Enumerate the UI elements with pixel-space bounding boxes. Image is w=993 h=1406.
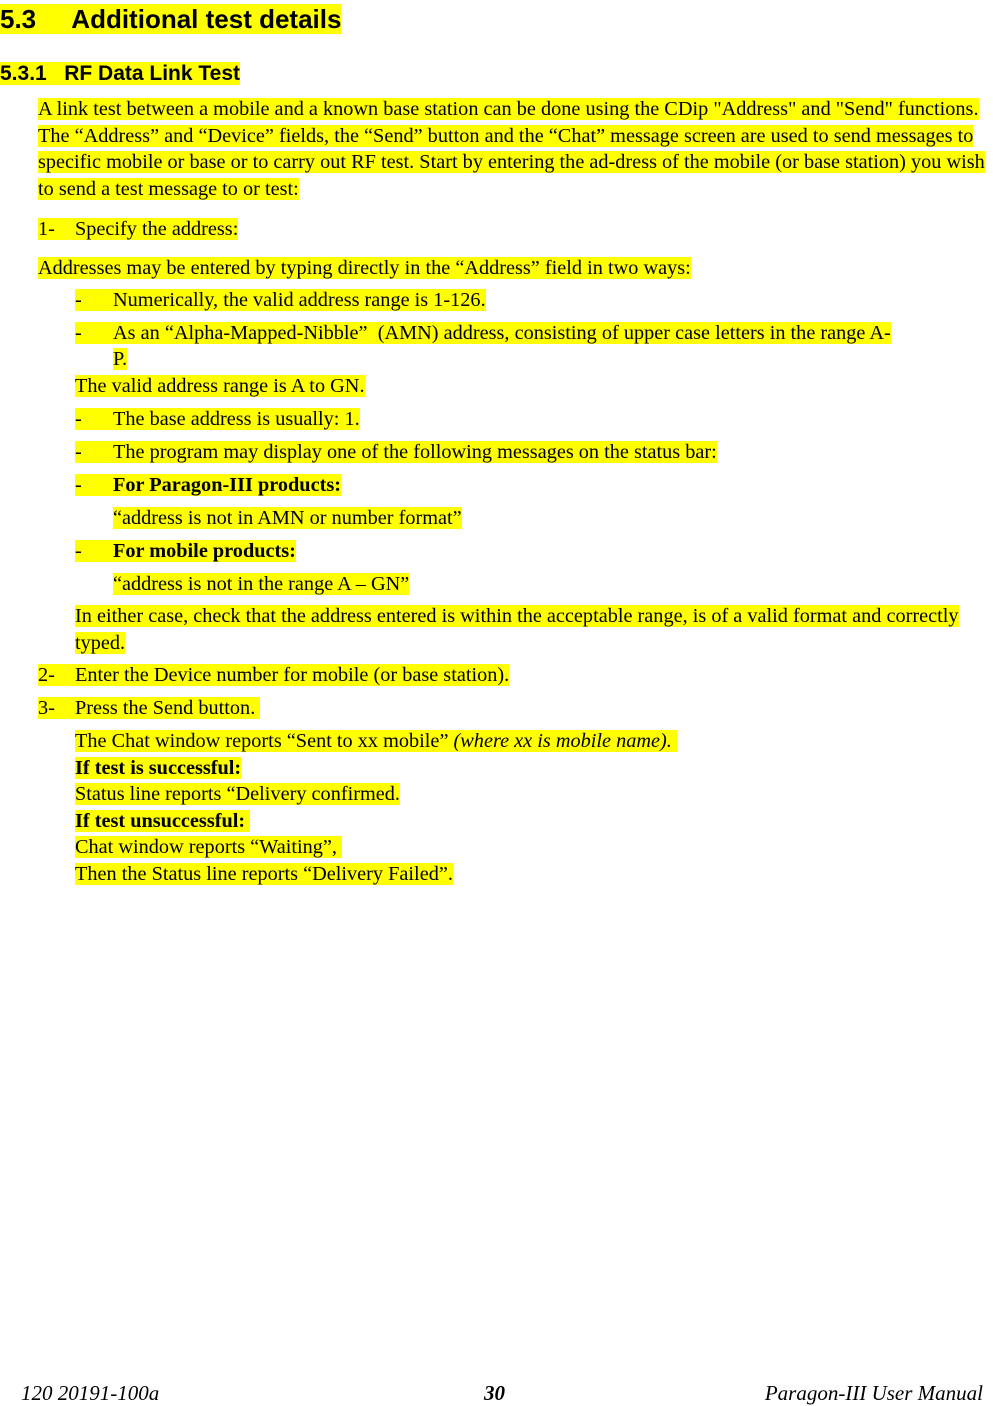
footer-doc-number: 120 20191-100a bbox=[21, 1381, 160, 1405]
bullet-dash: - bbox=[75, 441, 82, 463]
bullet-amn: - As an “Alpha-Mapped-Nibble” (AMN) address, consisting of upper case letters in the range A- bbox=[75, 320, 891, 347]
subsection-heading: 5.3.1 RF Data Link Test bbox=[0, 62, 241, 85]
section-heading: 5.3 Additional test details bbox=[0, 4, 342, 34]
intro-paragraph: A link test between a mobile and a known base station can be done using the CDip "Address" and "Send" functions. The “Address” and “Device” fields, the “Send” button and the “Chat” message screen are used to send messages to specific mobile or base or to carry out RF test. Start by entering the ad-dress of the mobile (or base station) you wish to send a test message to or test: bbox=[38, 98, 985, 200]
bullet-dash: - bbox=[75, 408, 82, 430]
bullet-paragon-products: - For Paragon-III products: bbox=[75, 472, 341, 499]
success-text: Status line reports “Delivery confirmed. bbox=[75, 783, 400, 805]
addresses-intro: Addresses may be entered by typing directly in the “Address” field in two ways: bbox=[38, 257, 691, 279]
bullet-dash: - bbox=[75, 474, 82, 496]
bullet-status-messages: - The program may display one of the following messages on the status bar: bbox=[75, 439, 717, 466]
fail-text-waiting: Chat window reports “Waiting”, bbox=[75, 836, 343, 858]
valid-range-text: The valid address range is A to GN. bbox=[75, 375, 365, 397]
fail-label: If test unsuccessful: bbox=[75, 810, 251, 832]
step-number: 3- bbox=[38, 697, 55, 719]
step-number: 2- bbox=[38, 664, 55, 686]
step-1: 1- Specify the address: bbox=[38, 216, 238, 243]
footer-manual-title: Paragon-III User Manual bbox=[764, 1381, 983, 1405]
paragon-message: “address is not in AMN or number format” bbox=[113, 507, 462, 529]
step-3: 3- Press the Send button. bbox=[38, 695, 260, 722]
fail-text-delivery-failed: Then the Status line reports “Delivery Failed”. bbox=[75, 863, 453, 885]
footer-page-number: 30 bbox=[484, 1381, 505, 1405]
bullet-amn-continued: P. bbox=[113, 348, 128, 370]
step-number: 1- bbox=[38, 218, 55, 240]
bullet-numeric: - Numerically, the valid address range is 1-126. bbox=[75, 287, 486, 314]
bullet-mobile-products: - For mobile products: bbox=[75, 538, 296, 565]
bullet-dash: - bbox=[75, 322, 82, 344]
bullet-base-address: - The base address is usually: 1. bbox=[75, 406, 360, 433]
bullet-dash: - bbox=[75, 289, 82, 311]
chat-report-line: The Chat window reports “Sent to xx mobile” (where xx is mobile name). bbox=[75, 730, 677, 752]
success-label: If test is successful: bbox=[75, 757, 242, 779]
mobile-message: “address is not in the range A – GN” bbox=[113, 573, 410, 595]
either-case-paragraph: In either case, check that the address entered is within the acceptable range, is of a valid format and correctly typed. bbox=[75, 605, 959, 654]
bullet-dash: - bbox=[75, 540, 82, 562]
step-2: 2- Enter the Device number for mobile (or base station). bbox=[38, 662, 509, 689]
